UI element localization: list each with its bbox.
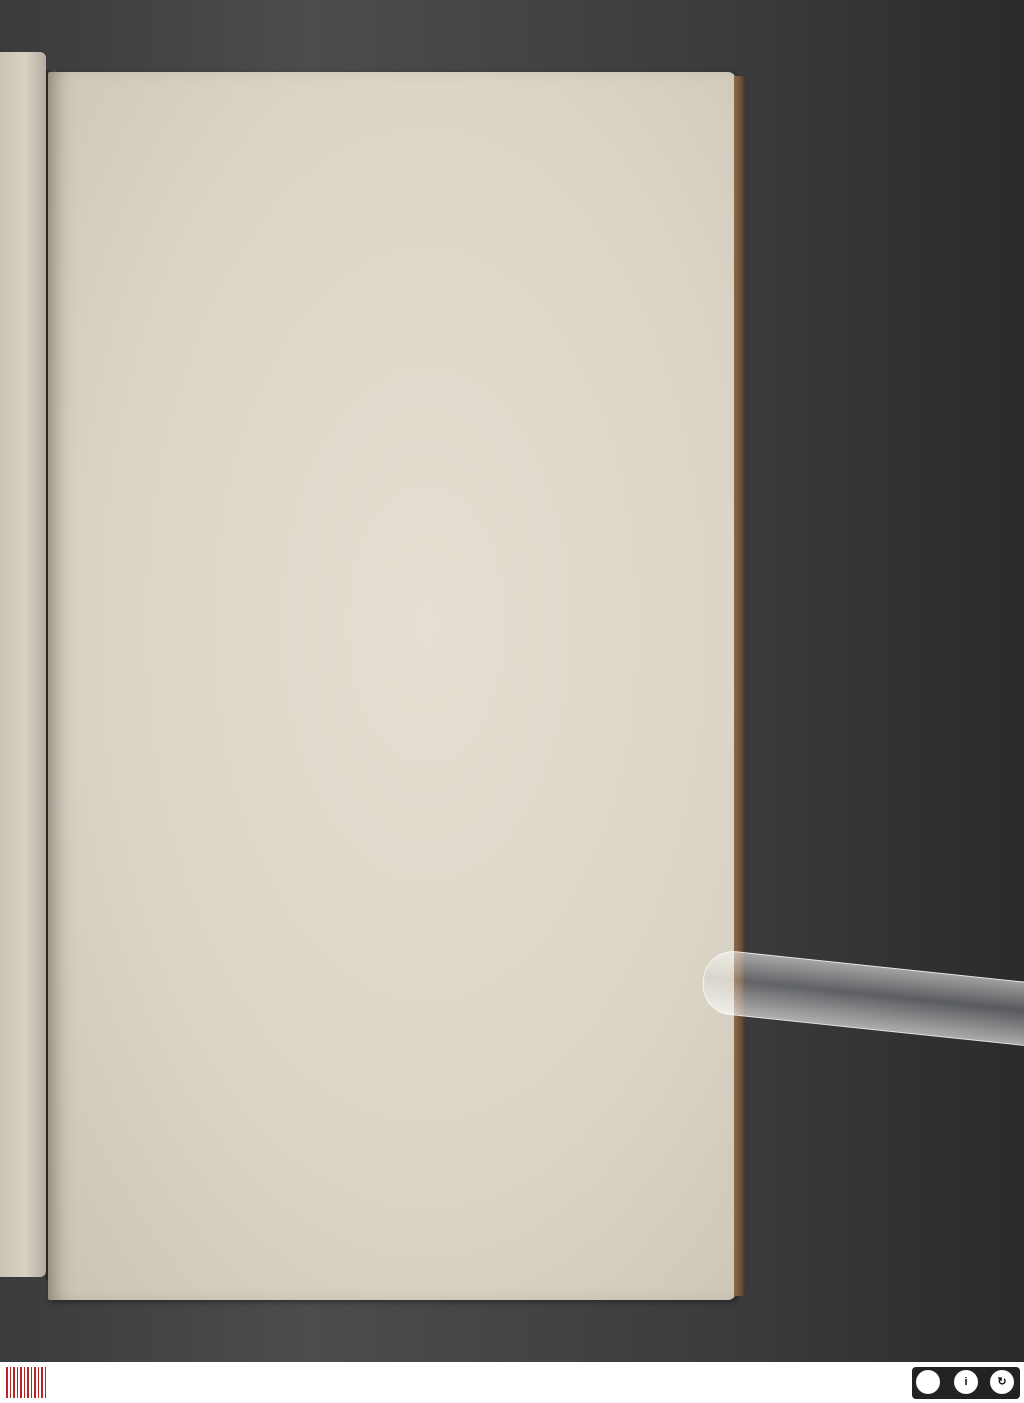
cc-license-badge[interactable] <box>912 1367 1020 1399</box>
hab-logo-icon <box>6 1367 46 1398</box>
sa-icon: ↻ <box>990 1370 1014 1394</box>
page-edge <box>734 76 746 1296</box>
cc-icon <box>916 1370 940 1394</box>
footer-bar <box>0 1362 1024 1403</box>
by-icon: i <box>954 1370 978 1394</box>
book-page <box>48 72 736 1300</box>
left-neighbour-page <box>0 52 46 1277</box>
glass-page-weight <box>700 948 1024 1046</box>
